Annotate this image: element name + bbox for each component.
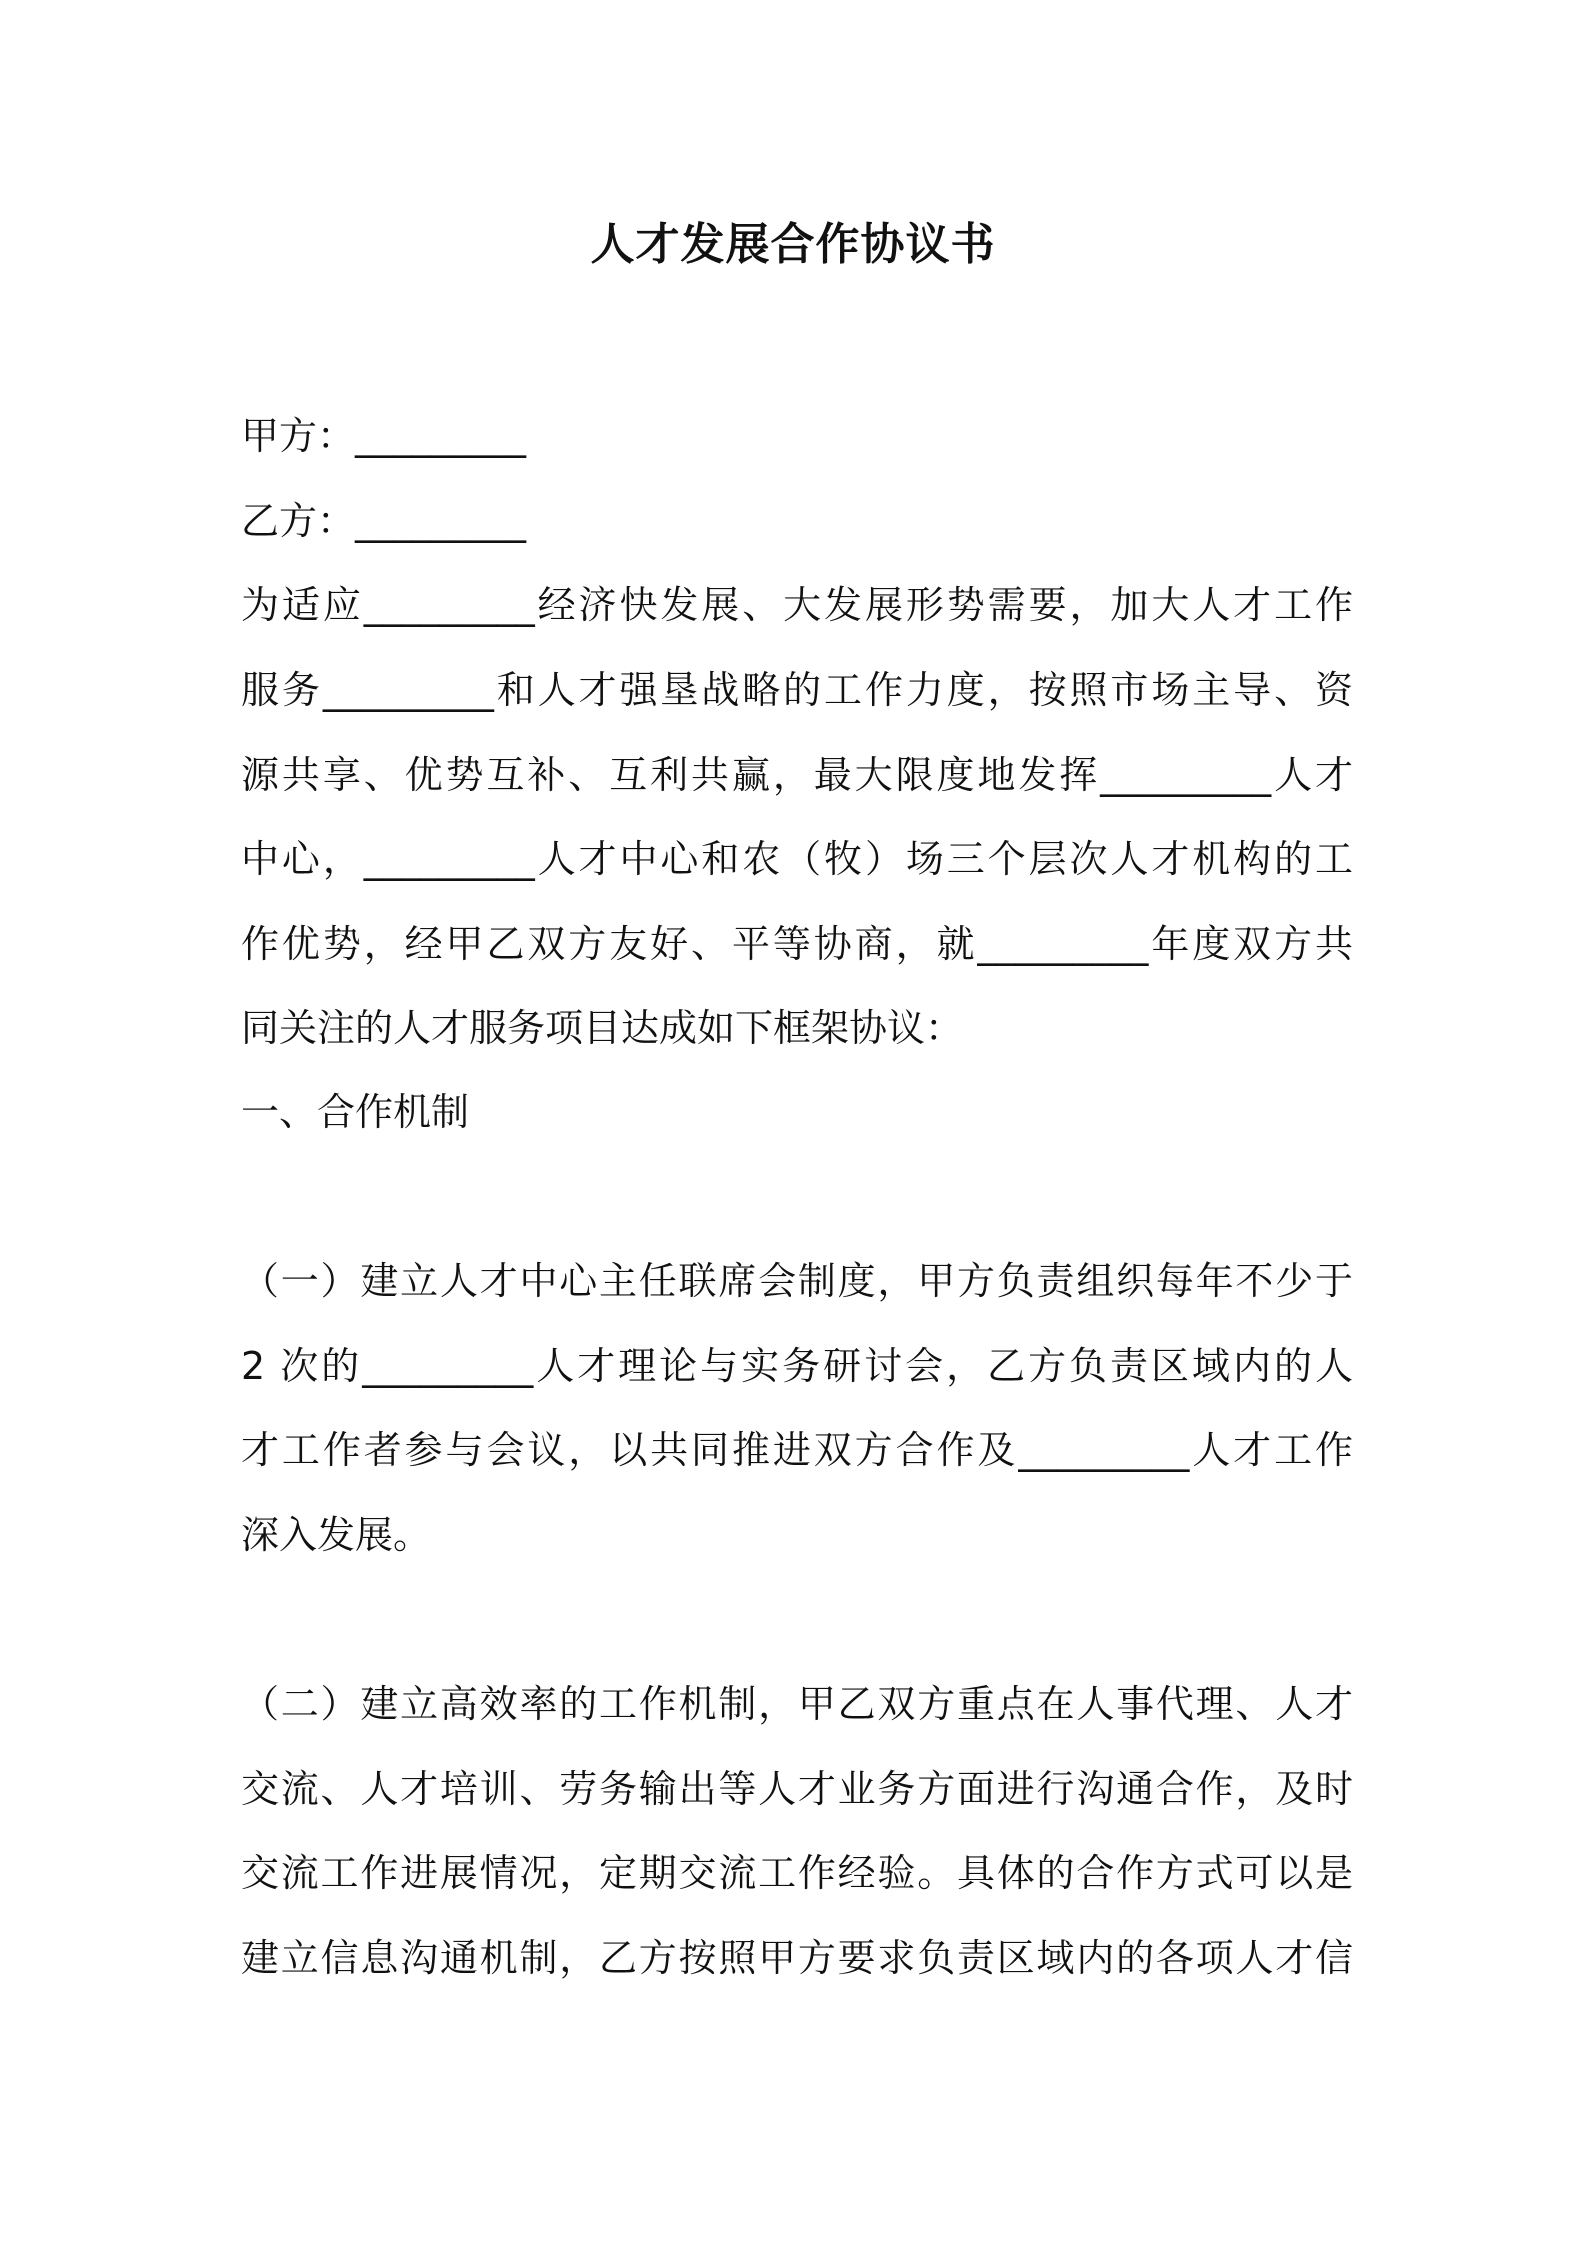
intro-line-6: 同关注的人才服务项目达成如下框架协议： [241,1006,964,1050]
intro-line-2: 服务_________和人才强垦战略的工作力度，按照市场主导、资 [241,668,1353,712]
intro-line-5: 作优势，经甲乙双方友好、平等协商，就_________年度双方共 [241,922,1353,966]
clause-1-line-4: 深入发展。 [241,1513,432,1557]
intro-line-1: 为适应_________经济快发展、大发展形势需要，加大人才工作 [241,583,1353,627]
party-a-line: 甲方：_________ [241,414,527,458]
section-1-heading: 一、合作机制 [241,1090,470,1134]
intro-line-3: 源共享、优势互补、互利共赢，最大限度地发挥_________人才 [241,753,1353,797]
party-b-line: 乙方：_________ [241,499,527,543]
clause-2-line-4: 建立信息沟通机制，乙方按照甲方要求负责区域内的各项人才信 [241,1936,1353,1980]
intro-line-4: 中心，_________人才中心和农（牧）场三个层次人才机构的工 [241,837,1353,881]
clause-1-line-1: （一）建立人才中心主任联席会制度，甲方负责组织每年不少于 [241,1259,1353,1303]
clause-2-line-2: 交流、人才培训、劳务输出等人才业务方面进行沟通合作，及时 [241,1767,1353,1811]
document-title: 人才发展合作协议书 [590,219,996,270]
clause-2-line-3: 交流工作进展情况，定期交流工作经验。具体的合作方式可以是 [241,1851,1353,1895]
clause-1-line-3: 才工作者参与会议，以共同推进双方合作及_________人才工作 [241,1428,1353,1472]
clause-2-line-1: （二）建立高效率的工作机制，甲乙双方重点在人事代理、人才 [241,1682,1353,1726]
clause-1-line-2: 2 次的_________人才理论与实务研讨会，乙方负责区域内的人 [241,1344,1353,1388]
